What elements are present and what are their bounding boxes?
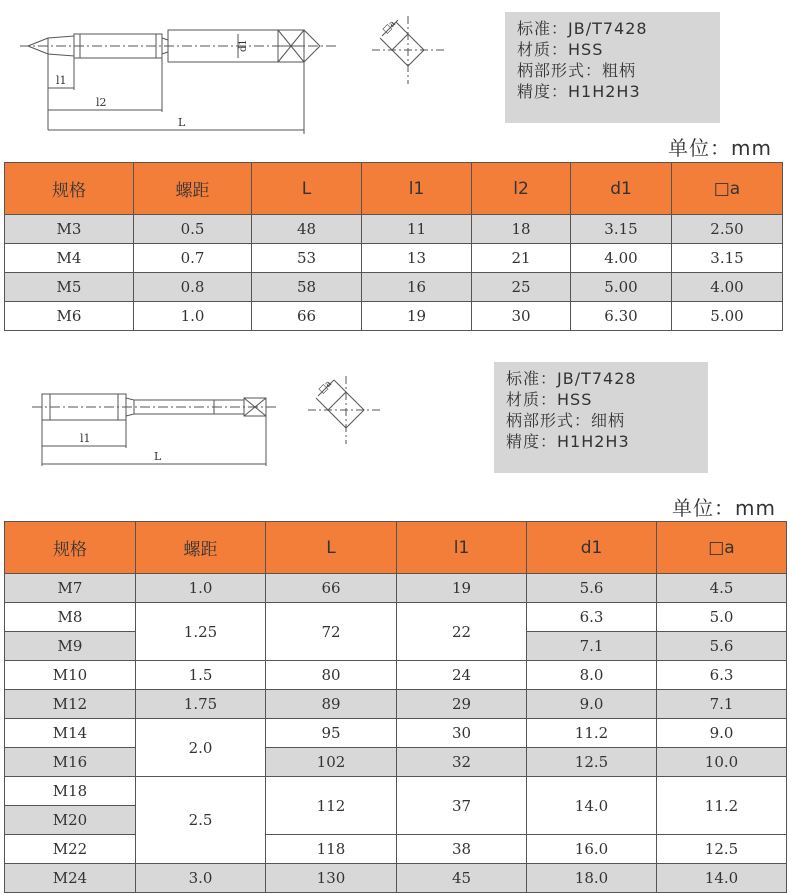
dim-a-2: □a	[317, 378, 334, 396]
cell-l1: 45	[397, 864, 527, 893]
cell-a: 5.00	[672, 302, 783, 331]
spec-standard: 标准：JB/T7428	[517, 19, 648, 38]
table-row	[5, 835, 787, 864]
spec-shank: 柄部形式：细柄	[506, 411, 626, 430]
cell-d1: 16.0	[527, 835, 657, 864]
cell-L: 112	[266, 777, 397, 835]
cell-a: 5.0	[657, 603, 787, 632]
cell-d1: 14.0	[527, 777, 657, 835]
tap-diagram-thin-shank	[30, 368, 290, 478]
unit-label-1: 单位：mm	[668, 136, 772, 160]
table-row	[5, 603, 787, 632]
cell-a: 11.2	[657, 777, 787, 835]
cell-a: 9.0	[657, 719, 787, 748]
cell-a: 4.5	[657, 574, 787, 603]
dim-d1: d1	[238, 39, 249, 52]
cell-size: M14	[5, 719, 136, 748]
cell-a: 2.50	[672, 215, 783, 244]
cell-size: M22	[5, 835, 136, 864]
spec-box-1	[505, 12, 720, 123]
cell-l1: 22	[397, 603, 527, 661]
cell-l2: 21	[472, 244, 571, 273]
cell-l1: 30	[397, 719, 527, 748]
cell-d1: 18.0	[527, 864, 657, 893]
table-row	[5, 748, 787, 777]
cell-L: 130	[266, 864, 397, 893]
cell-l2: 25	[472, 273, 571, 302]
cell-pitch: 1.25	[136, 603, 266, 661]
tap-diagram-thick-shank	[18, 4, 358, 144]
cell-L: 72	[266, 603, 397, 661]
cell-size: M24	[5, 864, 136, 893]
col-header-d1: d1	[571, 163, 672, 215]
cell-pitch: 3.0	[136, 864, 266, 893]
cell-pitch: 1.0	[134, 302, 252, 331]
col-header-pitch: 螺距	[136, 522, 266, 574]
table-row	[5, 302, 783, 331]
cell-pitch: 2.0	[136, 719, 266, 777]
col-header-l1: l1	[362, 163, 472, 215]
dim-l1-2: l1	[80, 432, 91, 445]
cell-L: 80	[266, 661, 397, 690]
cell-L: 102	[266, 748, 397, 777]
cell-size: M12	[5, 690, 136, 719]
cell-size: M3	[5, 215, 134, 244]
cell-l1: 11	[362, 215, 472, 244]
cell-L: 53	[252, 244, 362, 273]
dim-l2: l2	[96, 96, 107, 109]
cell-L: 48	[252, 215, 362, 244]
cell-size: M4	[5, 244, 134, 273]
col-header-l2: l2	[472, 163, 571, 215]
cell-L: 66	[266, 574, 397, 603]
table-row	[5, 273, 783, 302]
cell-a: 10.0	[657, 748, 787, 777]
cell-d1: 6.30	[571, 302, 672, 331]
dim-L: L	[178, 116, 186, 129]
col-header-pitch: 螺距	[134, 163, 252, 215]
col-header-square: □a	[657, 522, 787, 574]
cell-d1: 4.00	[571, 244, 672, 273]
cell-l2: 30	[472, 302, 571, 331]
spec-precision: 精度：H1H2H3	[506, 432, 630, 451]
spec-material: 材质：HSS	[506, 390, 593, 409]
table-row	[5, 574, 787, 603]
cell-d1: 5.6	[527, 574, 657, 603]
cell-a: 12.5	[657, 835, 787, 864]
cell-l1: 37	[397, 777, 527, 835]
dim-L-2: L	[154, 450, 162, 463]
cell-size: M7	[5, 574, 136, 603]
cell-d1: 6.3	[527, 603, 657, 632]
cell-size: M10	[5, 661, 136, 690]
cell-d1: 12.5	[527, 748, 657, 777]
cell-pitch: 1.5	[136, 661, 266, 690]
col-header-l1: l1	[397, 522, 527, 574]
cell-l1: 24	[397, 661, 527, 690]
cell-d1: 5.00	[571, 273, 672, 302]
cell-a: 5.6	[657, 632, 787, 661]
table-row	[5, 690, 787, 719]
cell-size: M16	[5, 748, 136, 777]
table-row	[5, 661, 787, 690]
table-row	[5, 719, 787, 748]
cell-size: M6	[5, 302, 134, 331]
spec-table-1	[4, 162, 783, 331]
cell-L: 66	[252, 302, 362, 331]
cell-a: 6.3	[657, 661, 787, 690]
cell-pitch: 0.7	[134, 244, 252, 273]
table-row	[5, 777, 787, 806]
cell-a: 4.00	[672, 273, 783, 302]
cell-l1: 29	[397, 690, 527, 719]
cell-L: 118	[266, 835, 397, 864]
table-row	[5, 864, 787, 893]
cell-size: M8	[5, 603, 136, 632]
cell-pitch: 0.8	[134, 273, 252, 302]
cell-l1: 19	[362, 302, 472, 331]
cell-d1: 9.0	[527, 690, 657, 719]
cell-size: M20	[5, 806, 136, 835]
cell-d1: 7.1	[527, 632, 657, 661]
cell-l1: 32	[397, 748, 527, 777]
cell-a: 14.0	[657, 864, 787, 893]
cell-l1: 13	[362, 244, 472, 273]
col-header-L: L	[252, 163, 362, 215]
cell-d1: 8.0	[527, 661, 657, 690]
cell-L: 89	[266, 690, 397, 719]
spec-table-2	[4, 521, 787, 893]
spec-material: 材质：HSS	[517, 40, 604, 59]
spec-precision: 精度：H1H2H3	[517, 82, 641, 101]
cell-pitch: 1.0	[136, 574, 266, 603]
dim-a-1: □a	[381, 18, 398, 36]
table-row	[5, 244, 783, 273]
cell-pitch: 0.5	[134, 215, 252, 244]
cell-pitch: 1.75	[136, 690, 266, 719]
cell-l1: 19	[397, 574, 527, 603]
cell-pitch: 2.5	[136, 777, 266, 864]
col-header-d1: d1	[527, 522, 657, 574]
spec-box-2	[494, 362, 708, 473]
table-row	[5, 215, 783, 244]
col-header-L: L	[266, 522, 397, 574]
cell-l1: 38	[397, 835, 527, 864]
cell-d1: 11.2	[527, 719, 657, 748]
cell-size: M9	[5, 632, 136, 661]
cell-d1: 3.15	[571, 215, 672, 244]
square-end-diagram-1	[372, 12, 452, 92]
cell-size: M5	[5, 273, 134, 302]
cell-l1: 16	[362, 273, 472, 302]
cell-l2: 18	[472, 215, 571, 244]
spec-standard: 标准：JB/T7428	[506, 369, 637, 388]
col-header-square: □a	[672, 163, 783, 215]
dim-l1: l1	[56, 74, 67, 87]
cell-L: 95	[266, 719, 397, 748]
cell-a: 3.15	[672, 244, 783, 273]
col-header-size: 规格	[5, 163, 134, 215]
col-header-size: 规格	[5, 522, 136, 574]
unit-label-2: 单位：mm	[672, 496, 776, 520]
cell-a: 7.1	[657, 690, 787, 719]
cell-L: 58	[252, 273, 362, 302]
cell-size: M18	[5, 777, 136, 806]
square-end-diagram-2	[304, 370, 384, 450]
spec-shank: 柄部形式：粗柄	[517, 61, 637, 80]
